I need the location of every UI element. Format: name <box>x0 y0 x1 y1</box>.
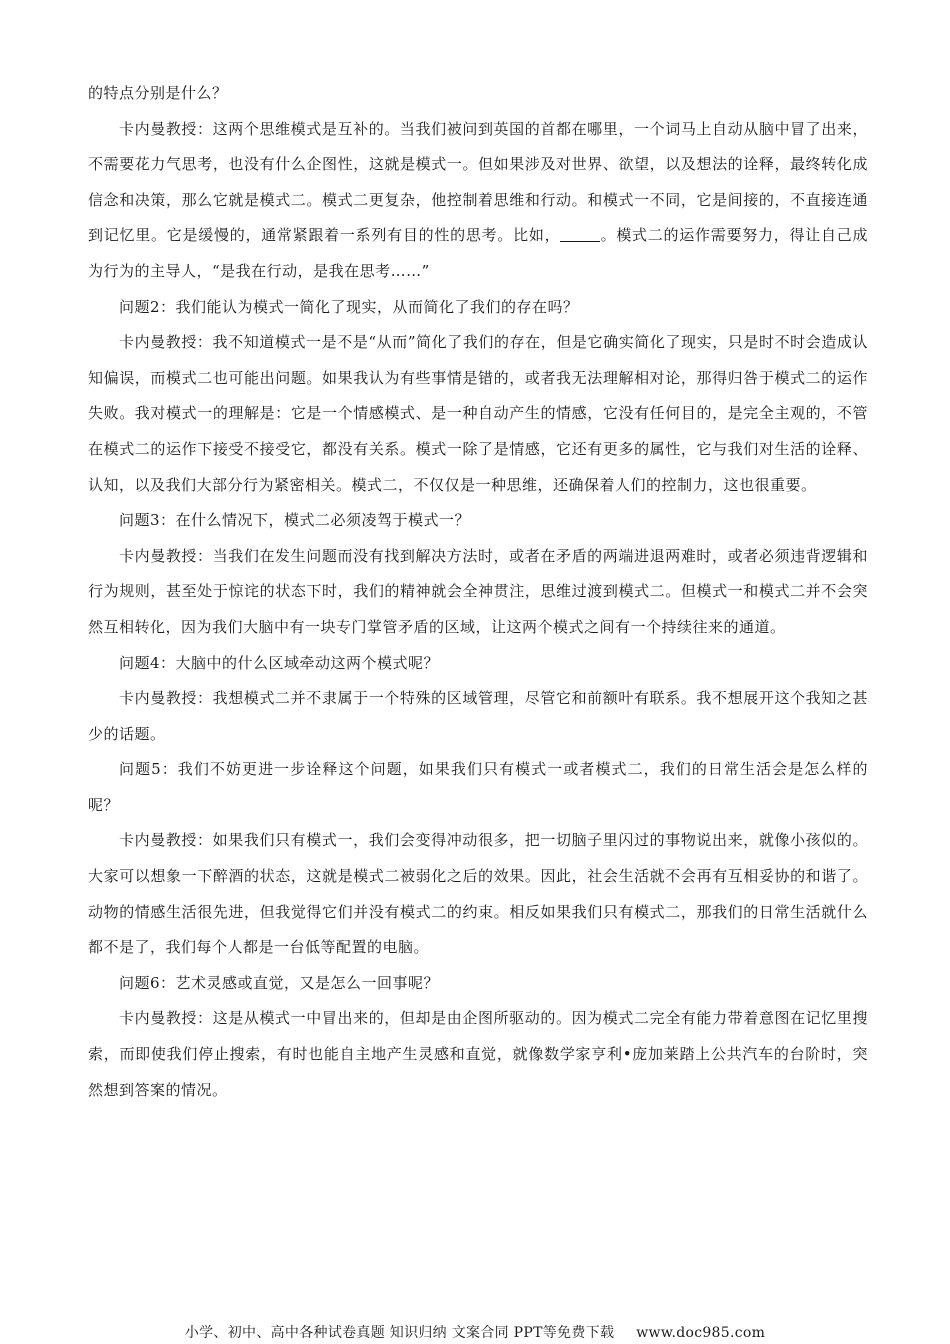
paragraph-text: 卡内曼教授：这两个思维模式是互补的。当我们被问到英国的首都在哪里，一个词马上自动从脑中冒了出来，不需要花力气思考，也没有什么企图性，这就是模式一。但如果涉及对世界、欲望，以及想法的诠释，最终转化成信念和决策，那么它就是模式二。模式二更复杂，他控制着思维和行动。和模式一不同，它是间接的，不直接连通到记忆里。它是缓慢的，通常紧跟着一系列有目的性的思考。比如， <box>88 119 868 245</box>
question: 问题2：我们能认为模式一简化了现实，从而简化了我们的存在吗？ <box>119 297 579 316</box>
question: 问题5：我们不妨更进一步诠释这个问题，如果我们只有模式一或者模式二，我们的日常生活会是怎么样的呢？ <box>88 760 868 814</box>
question: 问题4：大脑中的什么区域牵动这两个模式呢？ <box>119 653 440 672</box>
page-footer <box>0 1322 950 1342</box>
answer: 卡内曼教授：我不知道模式一是不是“从而”简化了我们的存在，但是它确实简化了现实，只是时不时会造成认知偏误，而模式二也可能出问题。如果我认为有些事情是错的，或者我无法理解相对论，那得归咎于模式二的运作失败。我对模式一的理解是：它是一个情感模式、是一种自动产生的情感，它没有任何目的，是完全主观的，不管在模式二的运作下接受不接受它，都没有关系。模式一除了是情感，它还有更多的属性，它与我们对生活的诠释、认知，以及我们大部分行为紧密相关。模式二，不仅仅是一种思维，还确保着人们的控制力，这也很重要。 <box>88 333 868 494</box>
footer-text: 小学、初中、高中各种试卷真题 知识归纳 文案合同 PPT等免费下载 <box>184 1325 615 1341</box>
document-body <box>88 76 868 1108</box>
question: 问题6：艺术灵感或直觉，又是怎么一回事呢？ <box>119 973 440 992</box>
fill-in-blank <box>560 225 600 242</box>
paragraph: 的特点分别是什么？ <box>88 84 228 102</box>
answer: 卡内曼教授：我想模式二并不隶属于一个特殊的区域管理，尽管它和前额叶有联系。我不想展开这个我知之甚少的话题。 <box>88 689 868 743</box>
paragraph <box>88 112 868 290</box>
paragraph-text: 。模式二的运作需要努力，得让自己成为行为的主导人，“是我在行动，是我在思考……” <box>88 226 868 280</box>
answer: 卡内曼教授：如果我们只有模式一，我们会变得冲动很多，把一切脑子里闪过的事物说出来，就像小孩似的。大家可以想象一下醉酒的状态，这就是模式二被弱化之后的效果。因此，社会生活就不会再有互相妥协的和谐了。动物的情感生活很先进，但我觉得它们并没有模式二的约束。相反如果我们只有模式二，那我们的日常生活就什么都不是了，我们每个人都是一台低等配置的电脑。 <box>88 831 868 957</box>
question: 问题3：在什么情况下，模式二必须凌驾于模式一？ <box>119 511 471 530</box>
footer-url[interactable]: www.doc985.com <box>636 1325 766 1341</box>
answer: 卡内曼教授：这是从模式一中冒出来的，但却是由企图所驱动的。因为模式二完全有能力带着意图在记忆里搜索，而即使我们停止搜索，有时也能自主地产生灵感和直觉，就像数学家亨利•庞加莱踏上公共汽车的台阶时，突然想到答案的情况。 <box>88 1009 868 1099</box>
answer: 卡内曼教授：当我们在发生问题而没有找到解决方法时，或者在矛盾的两端进退两难时，或者必须违背逻辑和行为规则，甚至处于惊诧的状态下时，我们的精神就会全神贯注，思维过渡到模式二。但模式一和模式二并不会突然互相转化，因为我们大脑中有一块专门掌管矛盾的区域，让这两个模式之间有一个持续往来的通道。 <box>88 546 868 636</box>
